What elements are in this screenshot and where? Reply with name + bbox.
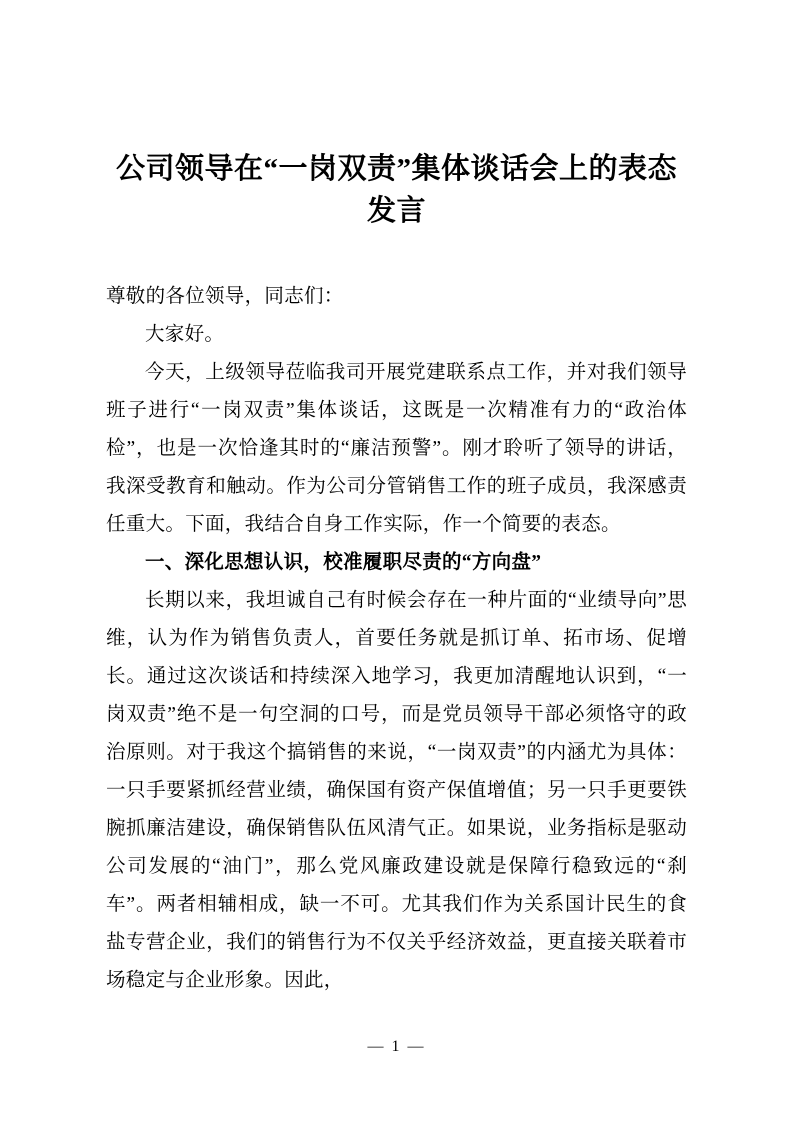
document-body <box>106 278 687 1000</box>
paragraph: 长期以来，我坦诚自己有时候会存在一种片面的“业绩导向”思维，认为作为销售负责人，首要任务就是抓订单、拓市场、促增长。通过这次谈话和持续深入地学习，我更加清醒地认识到，“一岗双责”绝不是一句空洞的口号，而是党员领导干部必须恪守的政治原则。对于我这个搞销售的来说，“一岗双责”的内涵尤为具体：一只手要紧抓经营业绩，确保国有资产保值增值；另一只手更要铁腕抓廉洁建设，确保销售队伍风清气正。如果说，业务指标是驱动公司发展的“油门”，那么党风廉政建设就是保障行稳致远的“刹车”。两者相辅相成，缺一不可。尤其我们作为关系国计民生的食盐专营企业，我们的销售行为不仅关乎经济效益，更直接关联着市场稳定与企业形象。因此， <box>106 590 687 992</box>
page-number: — 1 — <box>367 1038 426 1055</box>
document-title: 公司领导在“一岗双责”集体谈话会上的表态发言 <box>115 153 677 228</box>
paragraph: 大家好。 <box>145 324 225 346</box>
section-heading: 一、深化思想认识，校准履职尽责的“方向盘” <box>145 552 542 574</box>
paragraph: 尊敬的各位领导，同志们： <box>106 286 344 308</box>
paragraph: 今天，上级领导莅临我司开展党建联系点工作，并对我们领导班子进行“一岗双责”集体谈话，这既是一次精准有力的“政治体检”，也是一次恰逢其时的“廉洁预警”。刚才聆听了领导的讲话，我深受教育和触动。作为公司分管销售工作的班子成员，我深感责任重大。下面，我结合自身工作实际，作一个简要的表态。 <box>106 362 687 536</box>
